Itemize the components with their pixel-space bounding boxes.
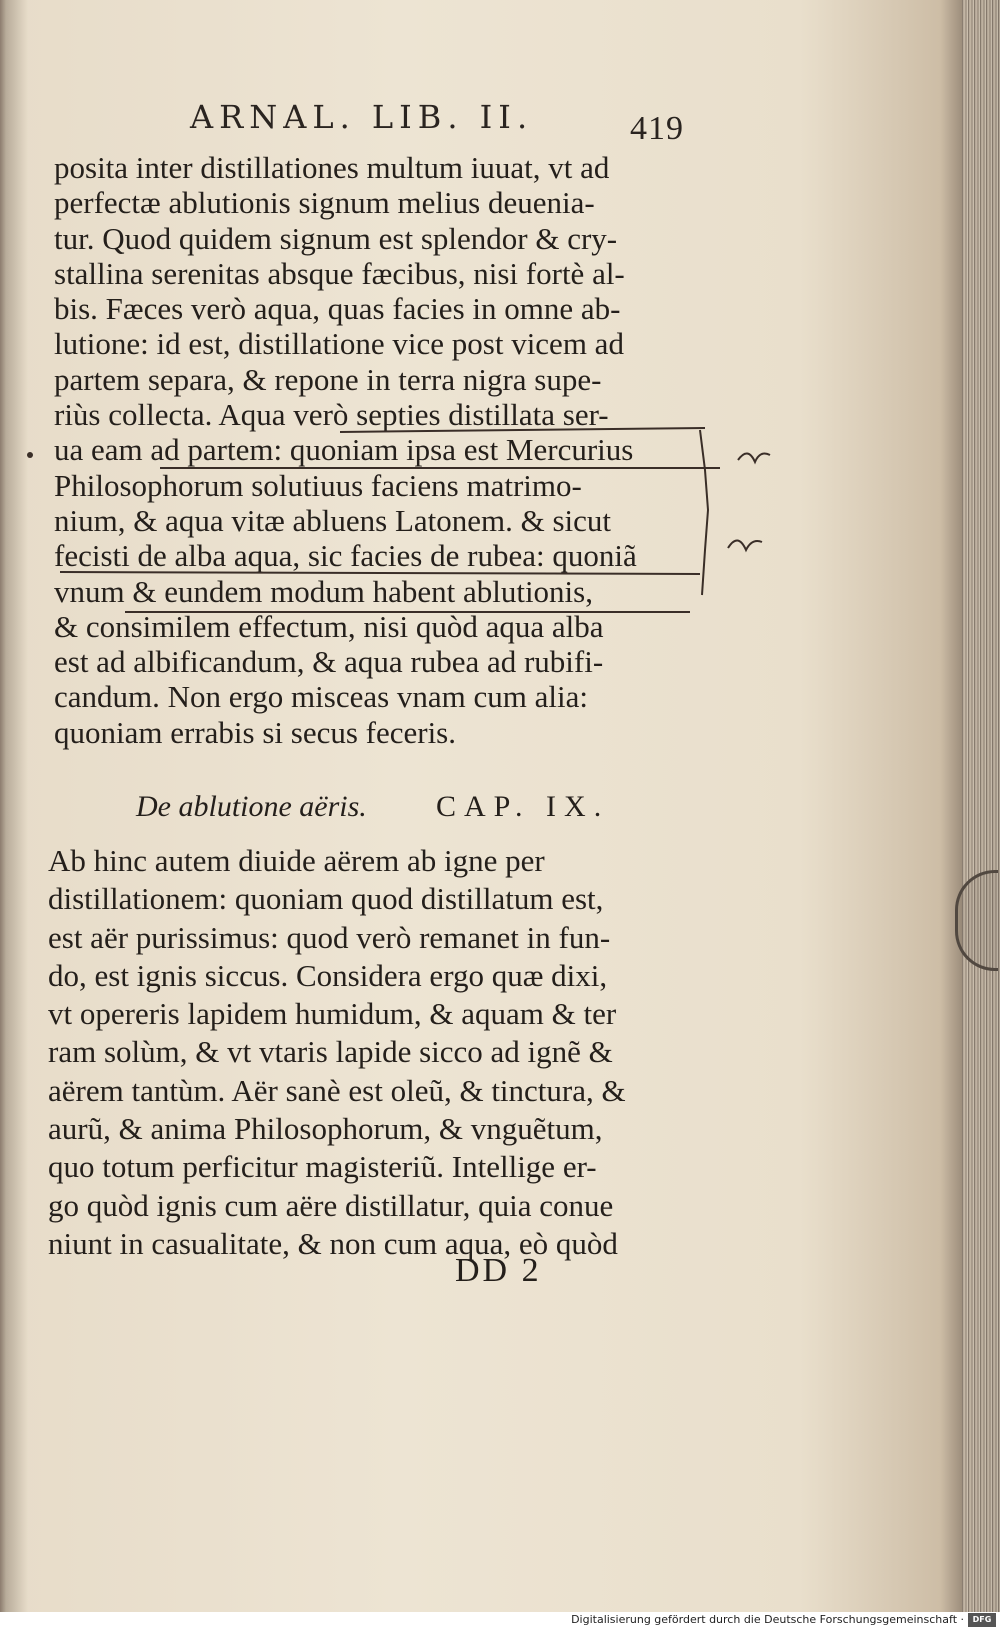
text-line: niunt in casualitate, & non cum aqua, eò quòd [48, 1225, 618, 1261]
text-line: do, est ignis siccus. Considera ergo quæ dixi, [48, 957, 608, 993]
text-line: aurũ, & anima Philosophorum, & vnguẽtum, [48, 1111, 603, 1147]
text-line: Ab hinc autem diuide aërem ab igne per [48, 843, 545, 878]
chapter-title: De ablutione aëris. [136, 790, 367, 823]
text-line: est aër purissimus: quod verò remanet in fun- [48, 919, 611, 955]
text-line: stallina serenitas absque fæcibus, nisi fortè al- [54, 255, 625, 291]
signature-mark: DD 2 [455, 1252, 542, 1289]
underline-stroke [60, 572, 700, 574]
dfg-logo: DFG [968, 1613, 996, 1627]
text-line: go quòd ignis cum aëre distillatur, quia conue [48, 1187, 614, 1223]
text-line: posita inter distillationes multum iuuat, vt ad [54, 150, 610, 185]
text-line: vt opereris lapidem humidum, & aquam & ter [48, 996, 617, 1032]
text-line: ram solùm, & vt vtaris lapide sicco ad ignẽ & [48, 1034, 613, 1070]
digitization-footer [0, 1612, 1000, 1630]
text-line: quo totum perficitur magisteriũ. Intellige er- [48, 1149, 597, 1185]
underline-stroke [340, 428, 705, 432]
funding-credit: Digitalisierung gefördert durch die Deutsche Forschungsgemeinschaft · [571, 1613, 964, 1626]
text-line: perfectæ ablutionis signum melius deuenia- [54, 185, 595, 221]
text-line: Philosophorum solutiuus faciens matrimo- [54, 467, 582, 503]
text-line: fecisti de alba aqua, sic facies de rubea: quoniã [54, 538, 637, 574]
text-line: vnum & eundem modum habent ablutionis, [54, 573, 593, 609]
text-line: distillationem: quoniam quod distillatum est, [48, 881, 604, 917]
margin-bracket [700, 430, 708, 595]
nota-mark-icon [738, 453, 770, 462]
nota-mark-icon [728, 540, 762, 550]
ink-dot [27, 452, 33, 458]
text-line: & consimilem effectum, nisi quòd aqua alba [54, 608, 604, 644]
running-head: ARNAL. LIB. II. [190, 98, 534, 136]
chapter-number: CAP. IX. [436, 790, 610, 823]
text-line: quoniam errabis si secus feceris. [54, 714, 457, 750]
text-line: lutione: id est, distillatione vice post vicem ad [54, 326, 624, 362]
text-line: tur. Quod quidem signum est splendor & cry- [54, 220, 618, 256]
folio-number: 419 [630, 110, 684, 147]
text-line: aërem tantùm. Aër sanè est oleũ, & tinctura, & [48, 1072, 626, 1108]
text-line: partem separa, & repone in terra nigra supe- [54, 361, 602, 397]
text-line: bis. Fæces verò aqua, quas facies in omne ab- [54, 291, 621, 327]
text-line: est ad albificandum, & aqua rubea ad rubifi- [54, 644, 604, 680]
text-line: ua eam ad partem: quoniam ipsa est Mercurius [54, 432, 634, 468]
text-line: candum. Non ergo misceas vnam cum alia: [54, 679, 589, 715]
text-line: nium, & aqua vitæ abluens Latonem. & sicut [54, 502, 612, 538]
text-line: riùs collecta. Aqua verò septies distillata ser- [54, 397, 609, 433]
